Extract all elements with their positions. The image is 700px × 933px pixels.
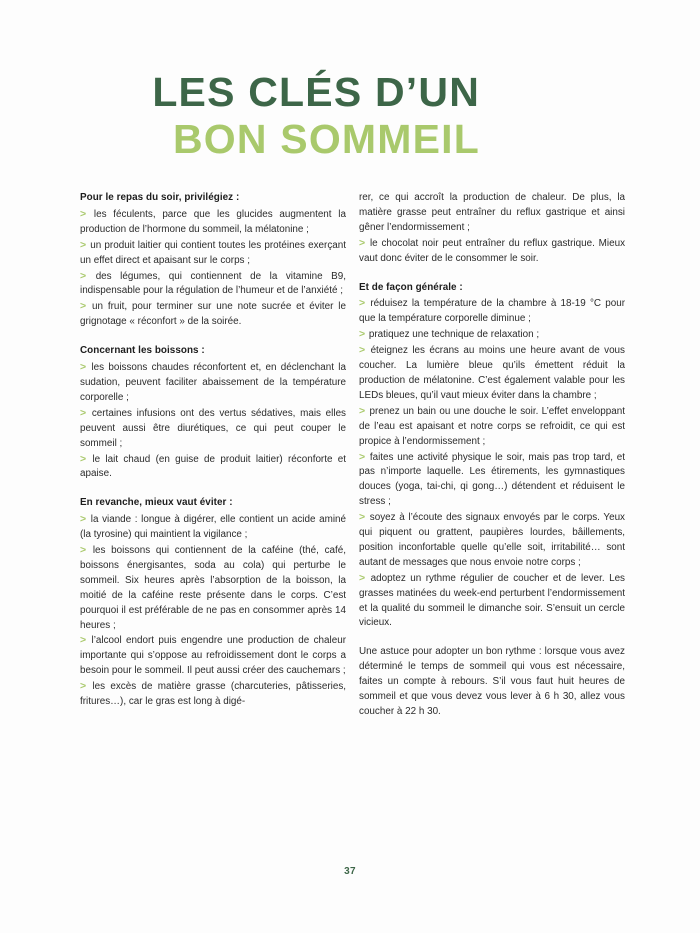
chevron-bullet-icon: >	[359, 571, 366, 584]
chevron-bullet-icon: >	[359, 450, 366, 463]
list-item	[359, 296, 625, 327]
list-item-text: soyez à l’écoute des signaux envoyés par le corps. Yeux qui piquent ou grattent, paupières lourdes, bâillements, position inconfortable quelle qu’elle soit, irritabilité… sont autant de messages que nous envoie notre corps ;	[359, 512, 625, 568]
list-item	[80, 299, 346, 330]
list-item-text: la viande : longue à digérer, elle contient un acide aminé (la tyrosine) qui maintient la vigilance ;	[80, 514, 346, 541]
title-line-1: LES CLÉS D’UN	[152, 69, 480, 115]
list-item-text: certaines infusions ont des vertus sédatives, mais elles peuvent aussi être diurétiques, ce qui peut couper le sommeil ;	[80, 407, 346, 449]
chevron-bullet-icon: >	[80, 406, 87, 419]
list-item	[359, 327, 625, 343]
list-item	[80, 207, 346, 238]
chevron-bullet-icon: >	[80, 544, 87, 557]
two-column-body	[80, 191, 625, 861]
chevron-bullet-icon: >	[359, 404, 366, 417]
chevron-bullet-icon: >	[80, 680, 87, 693]
page-number: 37	[344, 866, 356, 877]
list-item-text: le lait chaud (en guise de produit laitier) réconforte et apaise.	[80, 453, 346, 480]
list-item-text: pratiquez une technique de relaxation ;	[368, 329, 540, 341]
list-item-text: un produit laitier qui contient toutes les protéines exerçant un effet direct et apaisant sur le corps ;	[80, 239, 347, 266]
list-item	[80, 360, 346, 406]
chevron-bullet-icon: >	[80, 513, 87, 526]
chevron-bullet-icon: >	[80, 238, 87, 251]
list-item-text: les féculents, parce que les glucides augmentent la production de l’hormone du sommeil, la mélatonine ;	[80, 208, 346, 235]
left-column	[80, 191, 346, 710]
chevron-bullet-icon: >	[359, 328, 366, 341]
paragraph-spacer	[359, 631, 625, 645]
chevron-bullet-icon: >	[80, 634, 87, 647]
list-item-text: adoptez un rythme régulier de coucher et de lever. Les grasses matinées du week-end perturbent l’endormissement et la qualité du sommeil le dimanche soir. S’ensuit un cercle vicieux.	[359, 572, 625, 629]
chevron-bullet-icon: >	[80, 452, 87, 465]
subheading-boissons: Concernant les boissons :	[80, 345, 205, 357]
list-item	[80, 452, 346, 483]
subheading-repas-du-soir: Pour le repas du soir, privilégiez :	[80, 192, 240, 203]
chevron-bullet-icon: >	[80, 361, 87, 374]
list-item	[80, 269, 346, 300]
list-item	[80, 679, 346, 710]
list-item-text: éteignez les écrans au moins une heure avant de vous coucher. La lumière bleue qu’ils émettent réduit la production de mélatonine. C’est également valable pour les LEDs bleues, qu’il vaut mieux éviter dans la chambre ;	[359, 345, 625, 401]
paragraph-spacer	[80, 330, 346, 344]
list-item-text: un fruit, pour terminer sur une note sucrée et éviter le grignotage « réconfort » de la soirée.	[80, 301, 346, 328]
chevron-bullet-icon: >	[359, 297, 366, 310]
list-item	[359, 343, 625, 404]
page-title	[0, 69, 480, 162]
paragraph-spacer	[80, 482, 346, 496]
list-item	[359, 236, 625, 267]
list-item-text: le chocolat noir peut entraîner du reflux gastrique. Mieux vaut donc éviter de le consommer le soir.	[359, 237, 626, 264]
list-item	[80, 633, 346, 679]
continuation-paragraph: rer, ce qui accroît la production de chaleur. De plus, la matière grasse peut entraîner du reflux gastrique et ainsi gêner l’endormissement ;	[359, 192, 625, 233]
list-item-text: des légumes, qui contiennent de la vitamine B9, indispensable pour la régulation de l’humeur et de l’anxiété ;	[80, 270, 346, 297]
list-item-text: réduisez la température de la chambre à 18-19 °C pour que la température corporelle diminue ;	[359, 298, 625, 325]
list-item	[80, 238, 346, 269]
list-item	[80, 543, 346, 633]
list-item	[359, 404, 625, 450]
list-item	[80, 406, 346, 452]
list-item	[80, 512, 346, 543]
title-line-2: BON SOMMEIL	[172, 116, 480, 162]
right-column	[359, 191, 625, 720]
chevron-bullet-icon: >	[359, 511, 366, 524]
list-item-text: les excès de matière grasse (charcuteries, pâtisseries, fritures…), car le gras est long à digé-	[80, 681, 346, 708]
list-item	[359, 510, 625, 571]
chevron-bullet-icon: >	[80, 269, 87, 282]
chevron-bullet-icon: >	[359, 236, 366, 249]
list-item-text: les boissons qui contiennent de la caféine (thé, café, boissons énergisantes, soda au cola) qui perturbe le sommeil. Six heures après l’absorption de la boisson, la moitié de la caféine reste présente dans le corps. C’est pourquoi il est préférable de ne pas en consommer après 14 heures ;	[80, 545, 347, 631]
closing-paragraph: Une astuce pour adopter un bon rythme : lorsque vous avez déterminé le temps de sommeil qui vous est nécessaire, faites un compte à rebours. S’il vous faut huit heures de sommeil et que vous devez vous lever à 6 h 30, allez vous coucher à 22 h 30.	[359, 646, 625, 717]
list-item-text: prenez un bain ou une douche le soir. L’effet enveloppant de l’eau est apaisant et notre corps se refroidit, ce qui est propice à l’endormissement ;	[359, 405, 625, 447]
chevron-bullet-icon: >	[359, 344, 366, 357]
list-item-text: faites une activité physique le soir, mais pas trop tard, et pas n’importe laquelle. Les étirements, les gymnastiques douces (yoga, tai-chi, qi gong…) détendent et réduisent le stress ;	[359, 451, 626, 508]
chevron-bullet-icon: >	[80, 300, 87, 313]
list-item-text: l’alcool endort puis engendre une production de chaleur importante qui s’oppose au refroidissement dont le corps a besoin pour le sommeil. Il peut aussi créer des cauchemars ;	[80, 635, 346, 677]
subheading-a-eviter: En revanche, mieux vaut éviter :	[80, 497, 233, 509]
paragraph-spacer	[359, 267, 625, 281]
list-item	[359, 571, 625, 632]
list-item	[359, 450, 625, 511]
subheading-facon-generale: Et de façon générale :	[359, 281, 463, 293]
chevron-bullet-icon: >	[80, 207, 87, 220]
list-item-text: les boissons chaudes réconfortent et, en déclenchant la sudation, peuvent faciliter abaissement de la température corporelle ;	[80, 362, 346, 403]
